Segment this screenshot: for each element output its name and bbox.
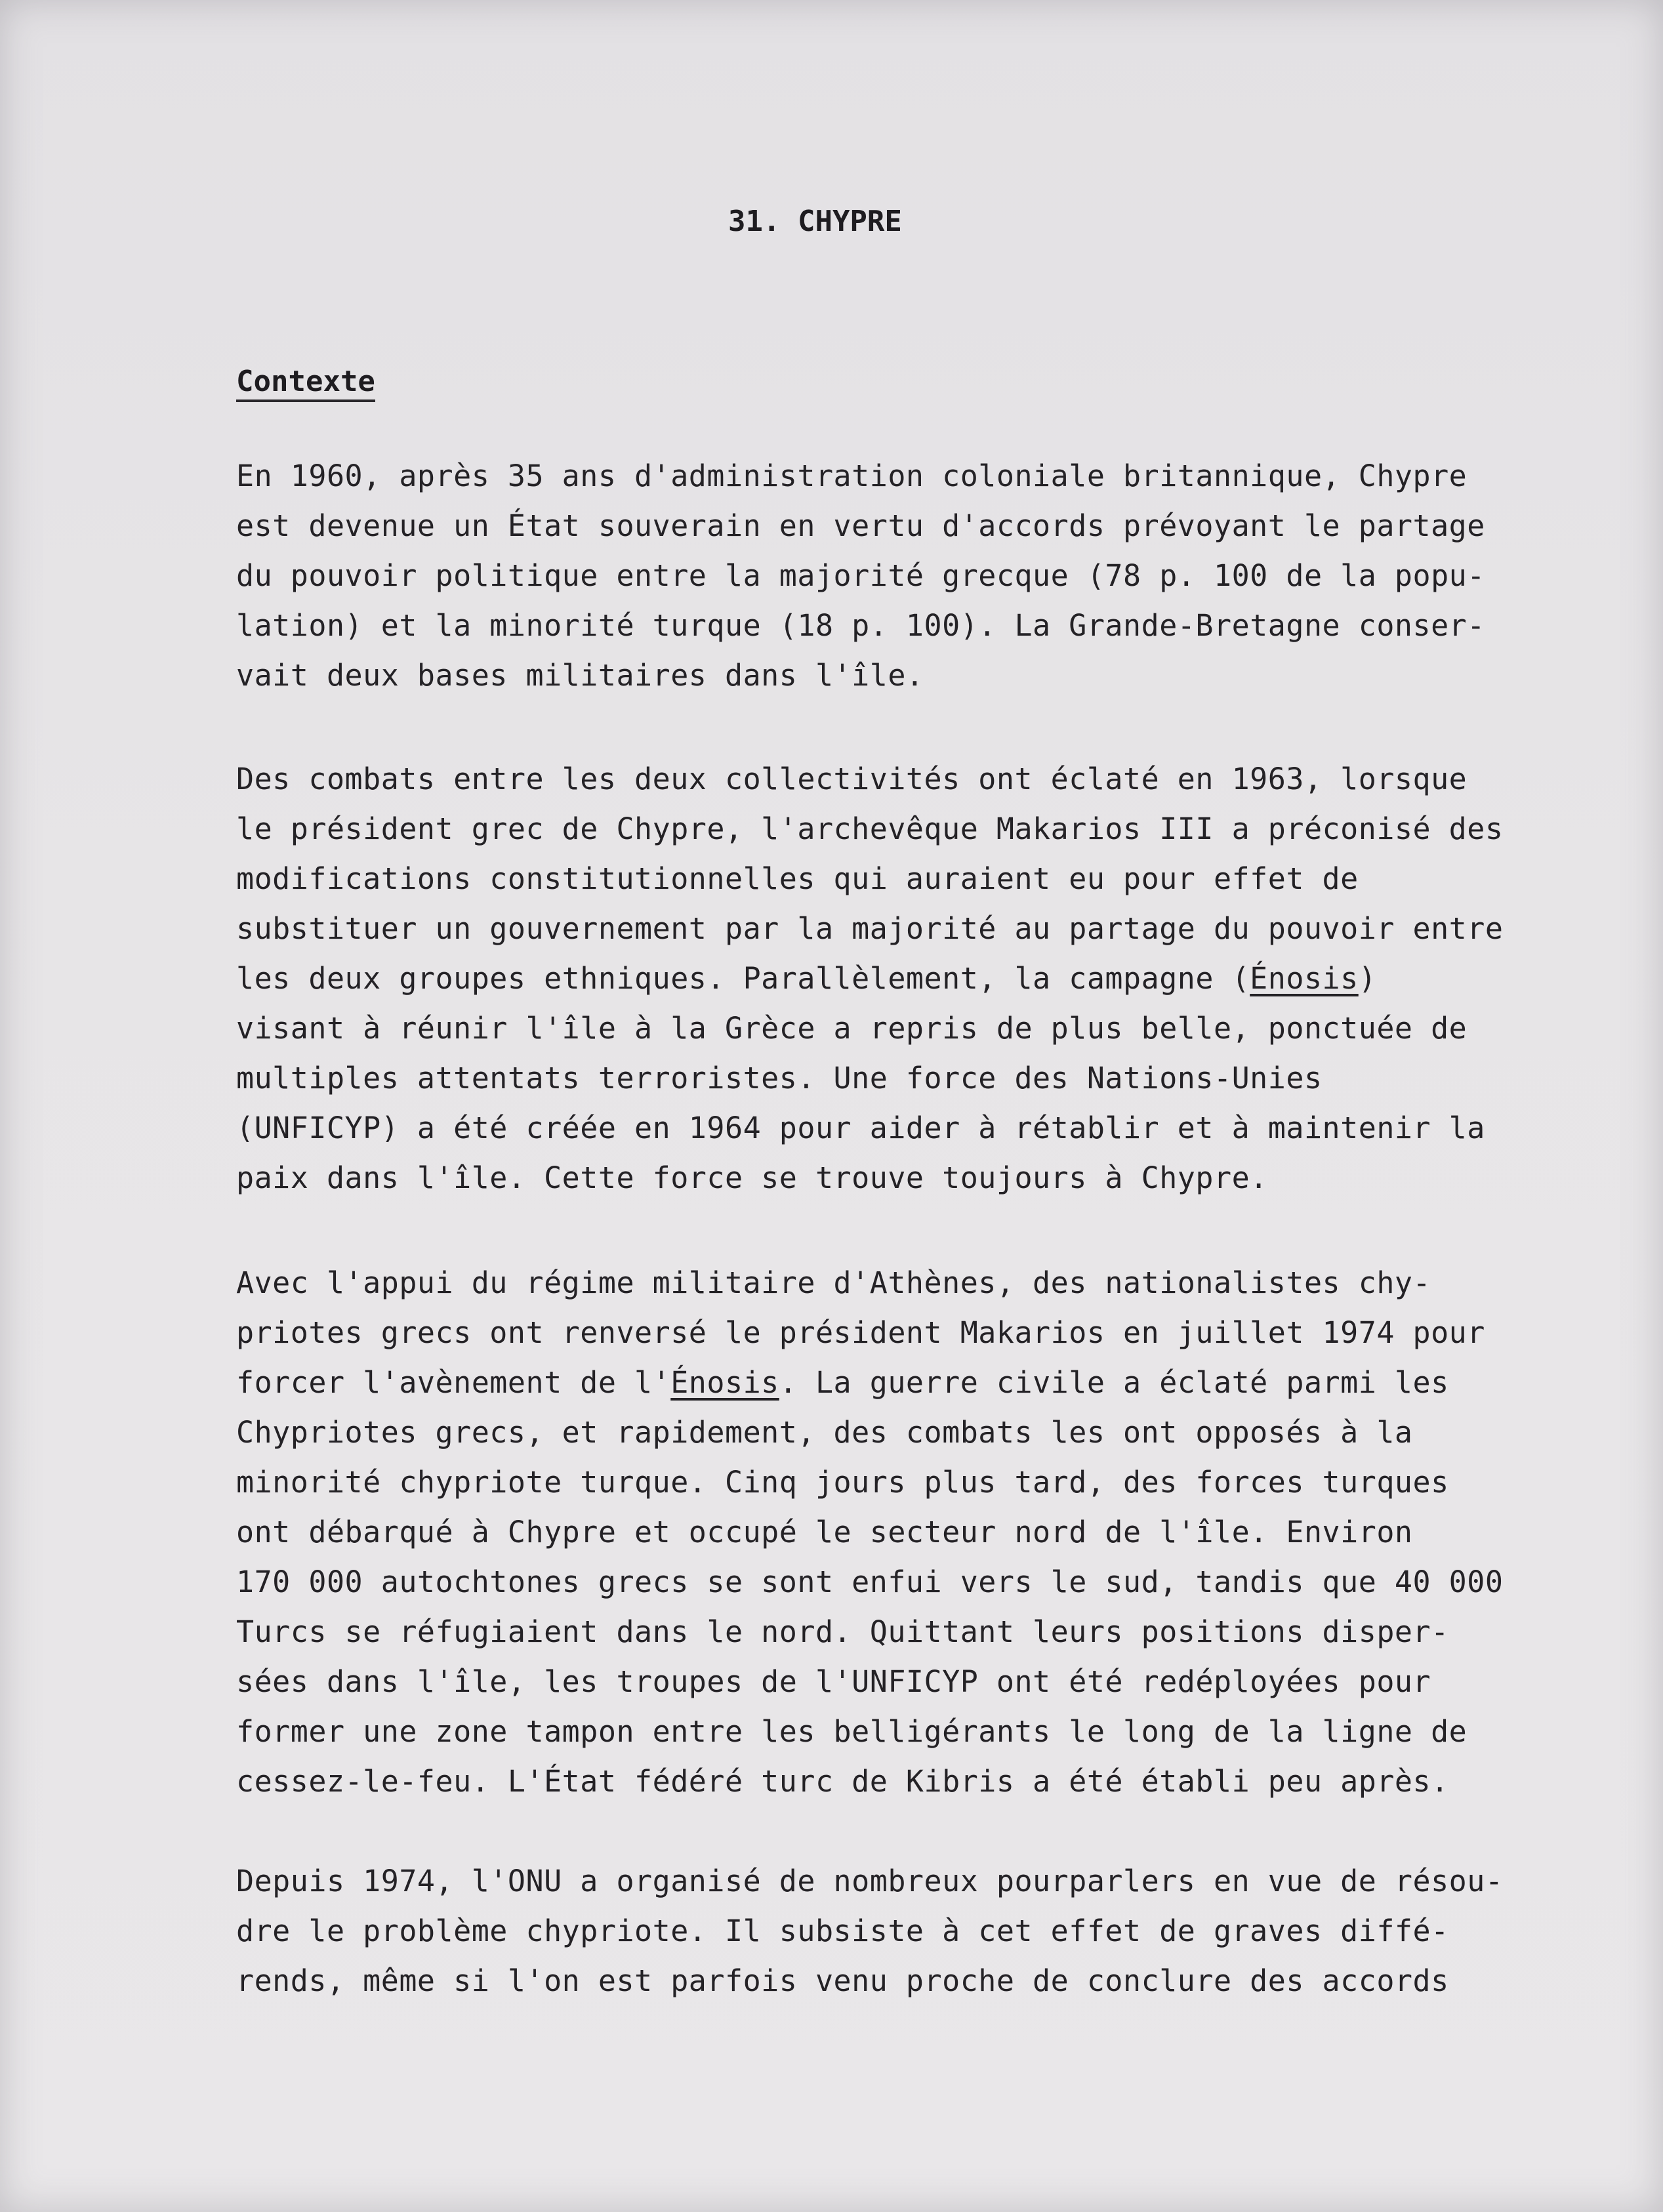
text-line: (UNFICYP) a été créée en 1964 pour aider à rétablir et à maintenir la [236, 1111, 1485, 1145]
underlined-term: Énosis [670, 1365, 779, 1400]
text-line: cessez-le-feu. L'État fédéré turc de Kibris a été établi peu après. [236, 1764, 1449, 1799]
text-segment: les deux groupes ethniques. Parallèlement, la campagne ( [236, 961, 1250, 996]
text-line: visant à réunir l'île à la Grèce a repris de plus belle, ponctuée de [236, 1011, 1468, 1046]
page-title: 31. CHYPRE [728, 205, 902, 238]
text-line: priotes grecs ont renversé le président Makarios en juillet 1974 pour [236, 1315, 1485, 1350]
underlined-term: Énosis [1250, 961, 1359, 996]
text-line: rends, même si l'on est parfois venu proche de conclure des accords [236, 1963, 1449, 1998]
text-line: le président grec de Chypre, l'archevêque Makarios III a préconisé des [236, 811, 1504, 846]
text-line: minorité chypriote turque. Cinq jours plus tard, des forces turques [236, 1465, 1449, 1500]
paragraph-2 [236, 754, 1504, 1203]
section-heading: Contexte [236, 365, 375, 402]
text-line: sées dans l'île, les troupes de l'UNFICYP ont été redéployées pour [236, 1664, 1431, 1699]
text-line: du pouvoir politique entre la majorité grecque (78 p. 100 de la popu- [236, 558, 1485, 593]
text-line: Avec l'appui du régime militaire d'Athènes, des nationalistes chy- [236, 1265, 1431, 1300]
text-line: vait deux bases militaires dans l'île. [236, 658, 924, 693]
text-segment: ) [1358, 961, 1377, 996]
text-line: former une zone tampon entre les belligérants le long de la ligne de [236, 1714, 1468, 1749]
text-line [236, 1358, 1449, 1408]
text-line: substituer un gouvernement par la majorité au partage du pouvoir entre [236, 911, 1504, 946]
text-line: Chypriotes grecs, et rapidement, des combats les ont opposés à la [236, 1415, 1413, 1450]
text-line: est devenue un État souverain en vertu d'accords prévoyant le partage [236, 508, 1485, 543]
text-line: dre le problème chypriote. Il subsiste à cet effet de graves diffé- [236, 1914, 1449, 1948]
paragraph-1 [236, 451, 1485, 701]
text-line: lation) et la minorité turque (18 p. 100). La Grande-Bretagne conser- [236, 608, 1485, 643]
text-line: modifications constitutionnelles qui auraient eu pour effet de [236, 861, 1359, 896]
text-line: paix dans l'île. Cette force se trouve toujours à Chypre. [236, 1160, 1268, 1195]
paragraph-3 [236, 1258, 1504, 1807]
text-line: multiples attentats terroristes. Une force des Nations-Unies [236, 1061, 1323, 1096]
text-segment: . La guerre civile a éclaté parmi les [779, 1365, 1449, 1400]
paragraph-4 [236, 1856, 1504, 2006]
text-line: Depuis 1974, l'ONU a organisé de nombreux pourparlers en vue de résou- [236, 1864, 1504, 1898]
text-segment: forcer l'avènement de l' [236, 1365, 671, 1400]
text-line: Turcs se réfugiaient dans le nord. Quittant leurs positions disper- [236, 1614, 1449, 1649]
text-line: Des combats entre les deux collectivités ont éclaté en 1963, lorsque [236, 762, 1468, 796]
text-line: En 1960, après 35 ans d'administration coloniale britannique, Chypre [236, 459, 1468, 493]
text-line: 170 000 autochtones grecs se sont enfui vers le sud, tandis que 40 000 [236, 1565, 1504, 1599]
text-line: ont débarqué à Chypre et occupé le secteur nord de l'île. Environ [236, 1515, 1413, 1549]
text-line [236, 954, 1417, 1004]
